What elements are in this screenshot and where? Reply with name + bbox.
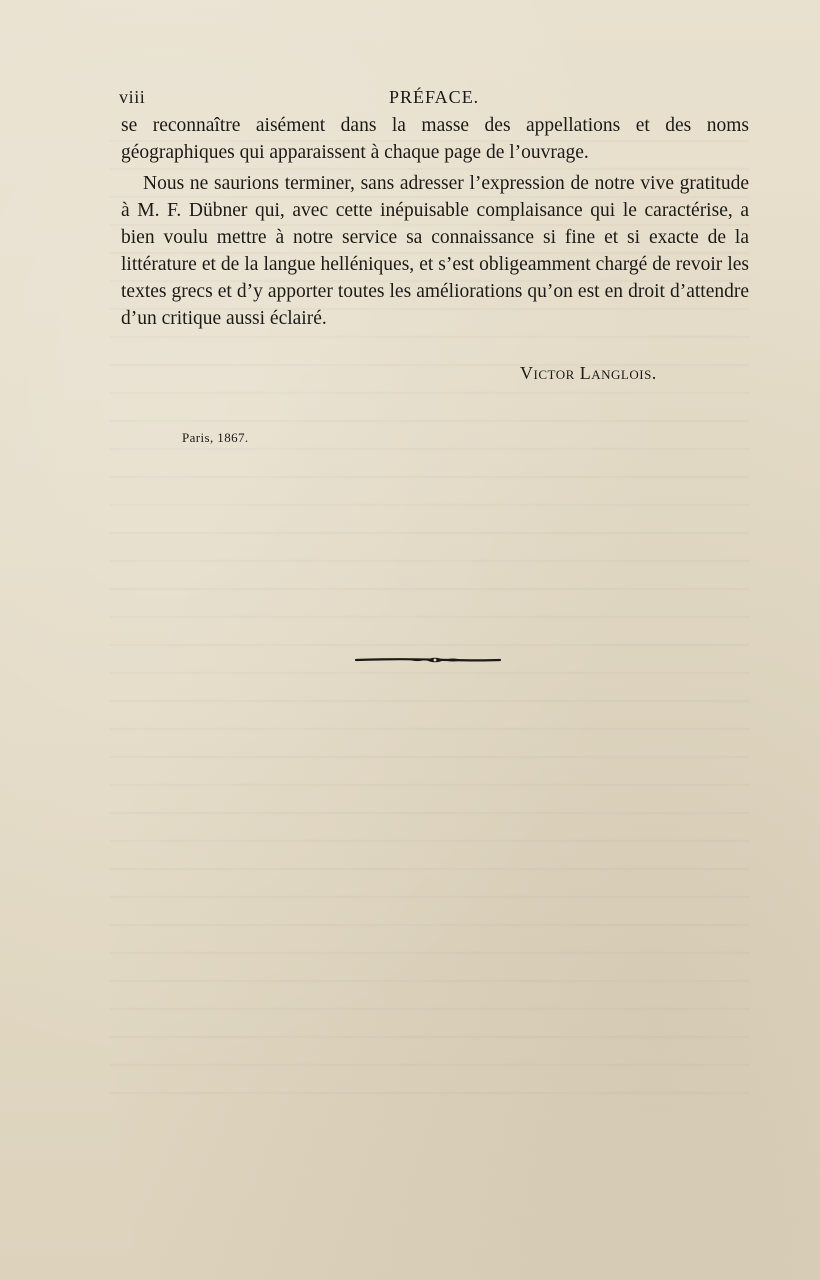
running-header — [119, 82, 749, 112]
running-title: PRÉFACE. — [389, 87, 480, 107]
page-number: viii — [119, 87, 146, 107]
paragraph-1: se reconnaître aisément dans la masse des appellations et des noms géographiques qui apparaissent à chaque page de l’ouvrage. — [121, 115, 749, 163]
place-date: Paris, 1867. — [182, 430, 249, 445]
author-signature: Victor Langlois. — [520, 363, 657, 383]
body-text — [121, 112, 749, 332]
tailpiece-ornament-icon — [352, 650, 504, 670]
paragraph-2: Nous ne saurions terminer, sans adresser l’expression de notre vive gratitude à M. F. Dübner qui, avec cette inépuisable complaisance qui le caractérise, a bien voulu mettre à notre service sa connaissance si fine et si exacte de la littérature et de la langue helléniques, et s’est obligeamment chargé de revoir les textes grecs et d’y apporter toutes les améliorations qu’on est en droit d’attendre d’un critique aussi éclairé. — [121, 173, 749, 329]
